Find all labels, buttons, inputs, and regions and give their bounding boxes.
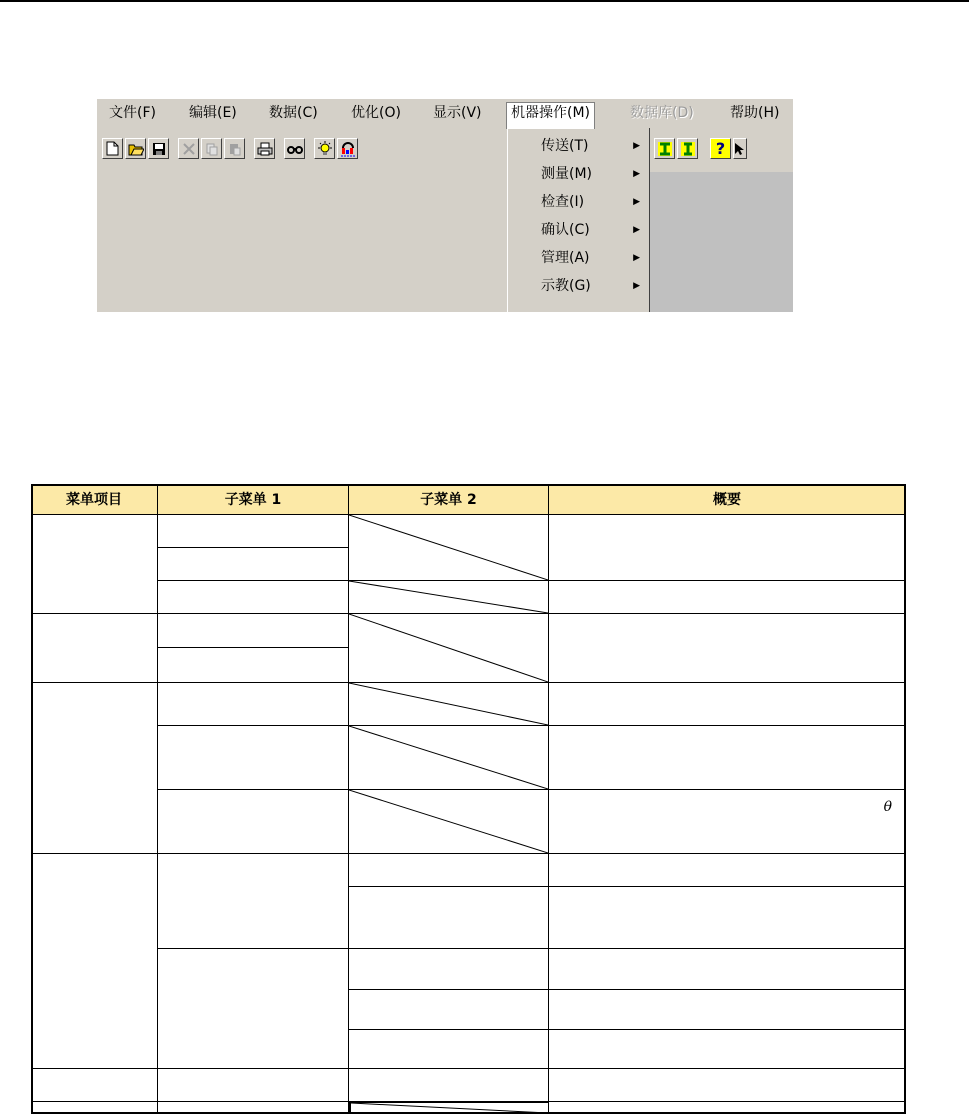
table-cell [549, 515, 906, 581]
table-cell-diagonal [349, 515, 549, 581]
dropdown-item-confirm[interactable] [508, 216, 649, 244]
table-cell [158, 1102, 349, 1114]
help-icon[interactable]: ? [710, 138, 731, 159]
dropdown-item-label: 管理(A) [541, 250, 590, 266]
submenu-arrow-icon: ▶ [633, 253, 640, 263]
menu-optimize[interactable]: 优化(O) [351, 105, 401, 121]
align-vertical-icon[interactable] [677, 138, 698, 159]
work-area [97, 172, 507, 312]
submenu-arrow-icon: ▶ [633, 141, 640, 151]
table-cell-diagonal [349, 614, 549, 683]
table-cell [31, 614, 158, 683]
table-cell [31, 1102, 158, 1114]
dropdown-item-measure[interactable] [508, 160, 649, 188]
table-cell [349, 887, 549, 949]
header-summary: 概要 [549, 484, 906, 515]
submenu-arrow-icon: ▶ [633, 281, 640, 291]
application-screenshot [97, 99, 793, 312]
table-cell [158, 648, 349, 683]
table-cell [158, 1069, 349, 1102]
table-cell [549, 990, 906, 1030]
menu-data[interactable]: 数据(C) [269, 105, 318, 121]
table-cell [549, 726, 906, 790]
dropdown-item-manage[interactable] [508, 244, 649, 272]
toolbar [97, 128, 793, 172]
table-cell [549, 683, 906, 726]
dropdown-item-label: 示教(G) [541, 278, 591, 294]
table-cell [158, 548, 349, 581]
table-cell [549, 614, 906, 683]
menu-help[interactable]: 帮助(H) [730, 105, 780, 121]
menu-machine-operation[interactable]: 机器操作(M) [506, 102, 595, 129]
menu-display[interactable]: 显示(V) [433, 105, 482, 121]
table-cell-diagonal [349, 726, 549, 790]
table-cell [349, 990, 549, 1030]
dropdown-item-transfer[interactable] [508, 132, 649, 160]
page-top-rule [0, 0, 969, 2]
chart-icon[interactable] [337, 138, 358, 159]
menu-database[interactable]: 数据库(D) [630, 105, 694, 121]
table-cell [158, 854, 349, 949]
header-menu-item: 菜单项目 [31, 484, 158, 515]
table-cell [349, 854, 549, 887]
submenu-arrow-icon: ▶ [633, 197, 640, 207]
table-cell [158, 726, 349, 790]
cut-icon[interactable] [178, 138, 199, 159]
table-cell [31, 854, 158, 1069]
submenu-arrow-icon: ▶ [633, 169, 640, 179]
table-cell [549, 1102, 906, 1114]
table-cell [349, 1030, 549, 1069]
lightbulb-icon[interactable] [314, 138, 335, 159]
table-cell [31, 683, 158, 854]
new-file-icon[interactable] [102, 138, 123, 159]
table-cell-diagonal [349, 683, 549, 726]
table-cell [549, 887, 906, 949]
dropdown-item-label: 测量(M) [541, 166, 593, 182]
table-cell [158, 790, 349, 854]
dropdown-item-label: 检查(I) [541, 194, 585, 210]
open-folder-icon[interactable] [125, 138, 146, 159]
save-icon[interactable] [148, 138, 169, 159]
table-cell [549, 854, 906, 887]
table-cell [349, 1069, 549, 1102]
table-cell [158, 581, 349, 614]
table-cell [549, 581, 906, 614]
table-cell [31, 1069, 158, 1102]
menubar [97, 99, 793, 128]
copy-icon[interactable] [201, 138, 222, 159]
dropdown-item-label: 传送(T) [541, 138, 589, 154]
table-cell [349, 949, 549, 990]
table-cell [549, 949, 906, 990]
menu-edit[interactable]: 编辑(E) [189, 105, 237, 121]
dropdown-item-label: 确认(C) [541, 222, 590, 238]
table-cell [549, 1069, 906, 1102]
dropdown-item-teach[interactable] [508, 272, 649, 300]
header-submenu-2: 子菜单 2 [349, 484, 549, 515]
table-cell [31, 515, 158, 614]
table-cell [549, 1030, 906, 1069]
pointer-icon[interactable] [733, 138, 747, 159]
table-cell [158, 949, 349, 1069]
dropdown-item-check[interactable] [508, 188, 649, 216]
table-cell-diagonal [349, 790, 549, 854]
align-horizontal-icon[interactable] [654, 138, 675, 159]
find-icon[interactable] [284, 138, 305, 159]
print-icon[interactable] [254, 138, 275, 159]
theta-symbol: θ [883, 799, 892, 815]
table-cell [549, 790, 906, 854]
submenu-arrow-icon: ▶ [633, 225, 640, 235]
menu-table [31, 484, 906, 1114]
table-cell-diagonal [349, 581, 549, 614]
machine-operation-dropdown [507, 128, 650, 312]
table-cell [158, 683, 349, 726]
menu-file[interactable]: 文件(F) [109, 105, 156, 121]
header-submenu-1: 子菜单 1 [158, 484, 349, 515]
table-cell [158, 515, 349, 548]
paste-icon[interactable] [224, 138, 245, 159]
table-cell [158, 614, 349, 648]
table-cell-diagonal [349, 1102, 549, 1114]
